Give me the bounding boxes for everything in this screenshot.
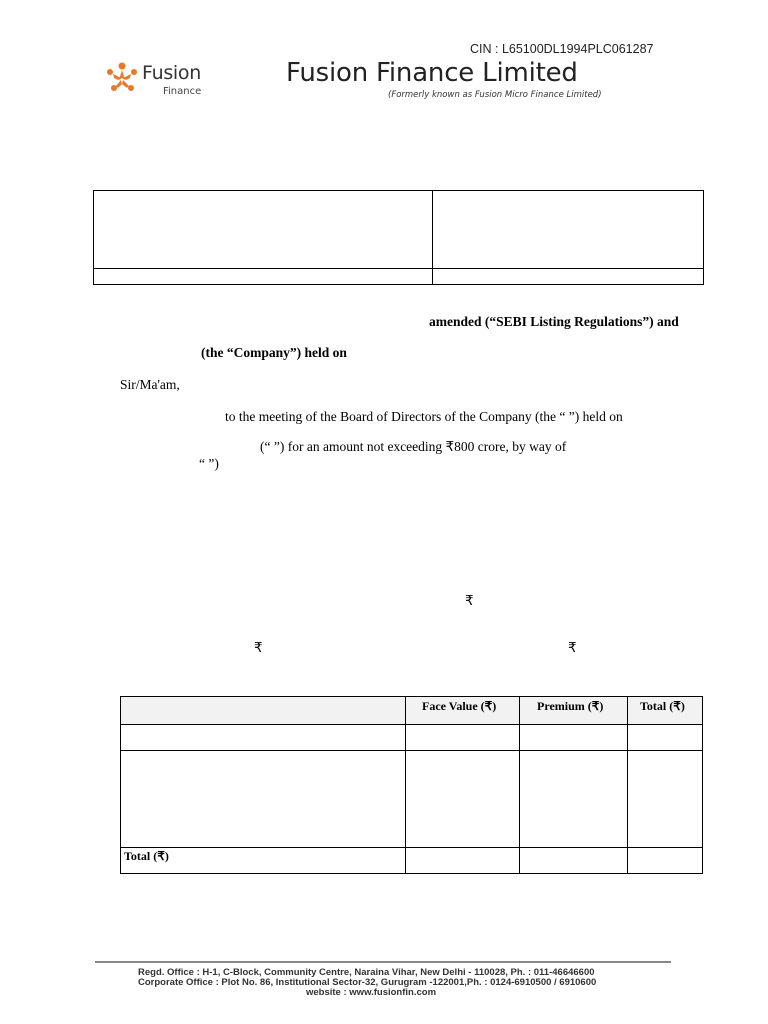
allotment-table [120,696,703,874]
fusion-logo [102,58,222,100]
logo-subtitle: Finance [163,86,202,97]
company-name: Fusion Finance Limited [286,58,578,88]
subject-line-1: amended (“SEBI Listing Regulations”) and [429,314,679,329]
header-total: Total (₹) [640,699,685,713]
header-premium: Premium (₹) [537,699,604,713]
company-formerly-name: (Formerly known as Fusion Micro Finance Limited) [388,90,602,100]
paragraph-line-2: (“ ”) for an amount not exceeding ₹800 crore, by way of [260,439,567,454]
table-divider [121,750,702,751]
table-header-row [121,697,702,724]
header-face-value: Face Value (₹) [422,699,497,713]
subject-line-2: (the “Company”) held on [201,345,347,360]
salutation: Sir/Ma'am, [120,377,180,392]
paragraph-line-1: to the meeting of the Board of Directors of the Company (the “ ”) held on [225,409,623,424]
footer-corporate-office: Corporate Office : Plot No. 86, Institutional Sector-32, Gurugram -122001,Ph. : 0124-6910500 / 6910600 [138,977,597,988]
rupee-symbol: ₹ [568,640,577,655]
footer-rule [95,961,671,963]
table-divider [121,847,702,848]
table-divider [94,268,703,269]
footer-website: website : www.fusionfin.com [306,987,437,998]
fusion-star-icon [102,58,142,98]
address-table [93,190,704,285]
logo-wordmark: Fusion [142,62,201,84]
rupee-symbol: ₹ [254,640,263,655]
footer-regd-office: Regd. Office : H-1, C-Block, Community Centre, Naraina Vihar, New Delhi - 110028, Ph. : 011-46646600 [138,967,595,978]
cin-number: CIN : L65100DL1994PLC061287 [470,42,654,56]
total-row-label: Total (₹) [124,849,169,863]
paragraph-line-3: “ ”) [199,456,219,471]
rupee-symbol: ₹ [465,593,474,608]
table-divider [121,724,702,725]
table-divider [432,191,433,284]
